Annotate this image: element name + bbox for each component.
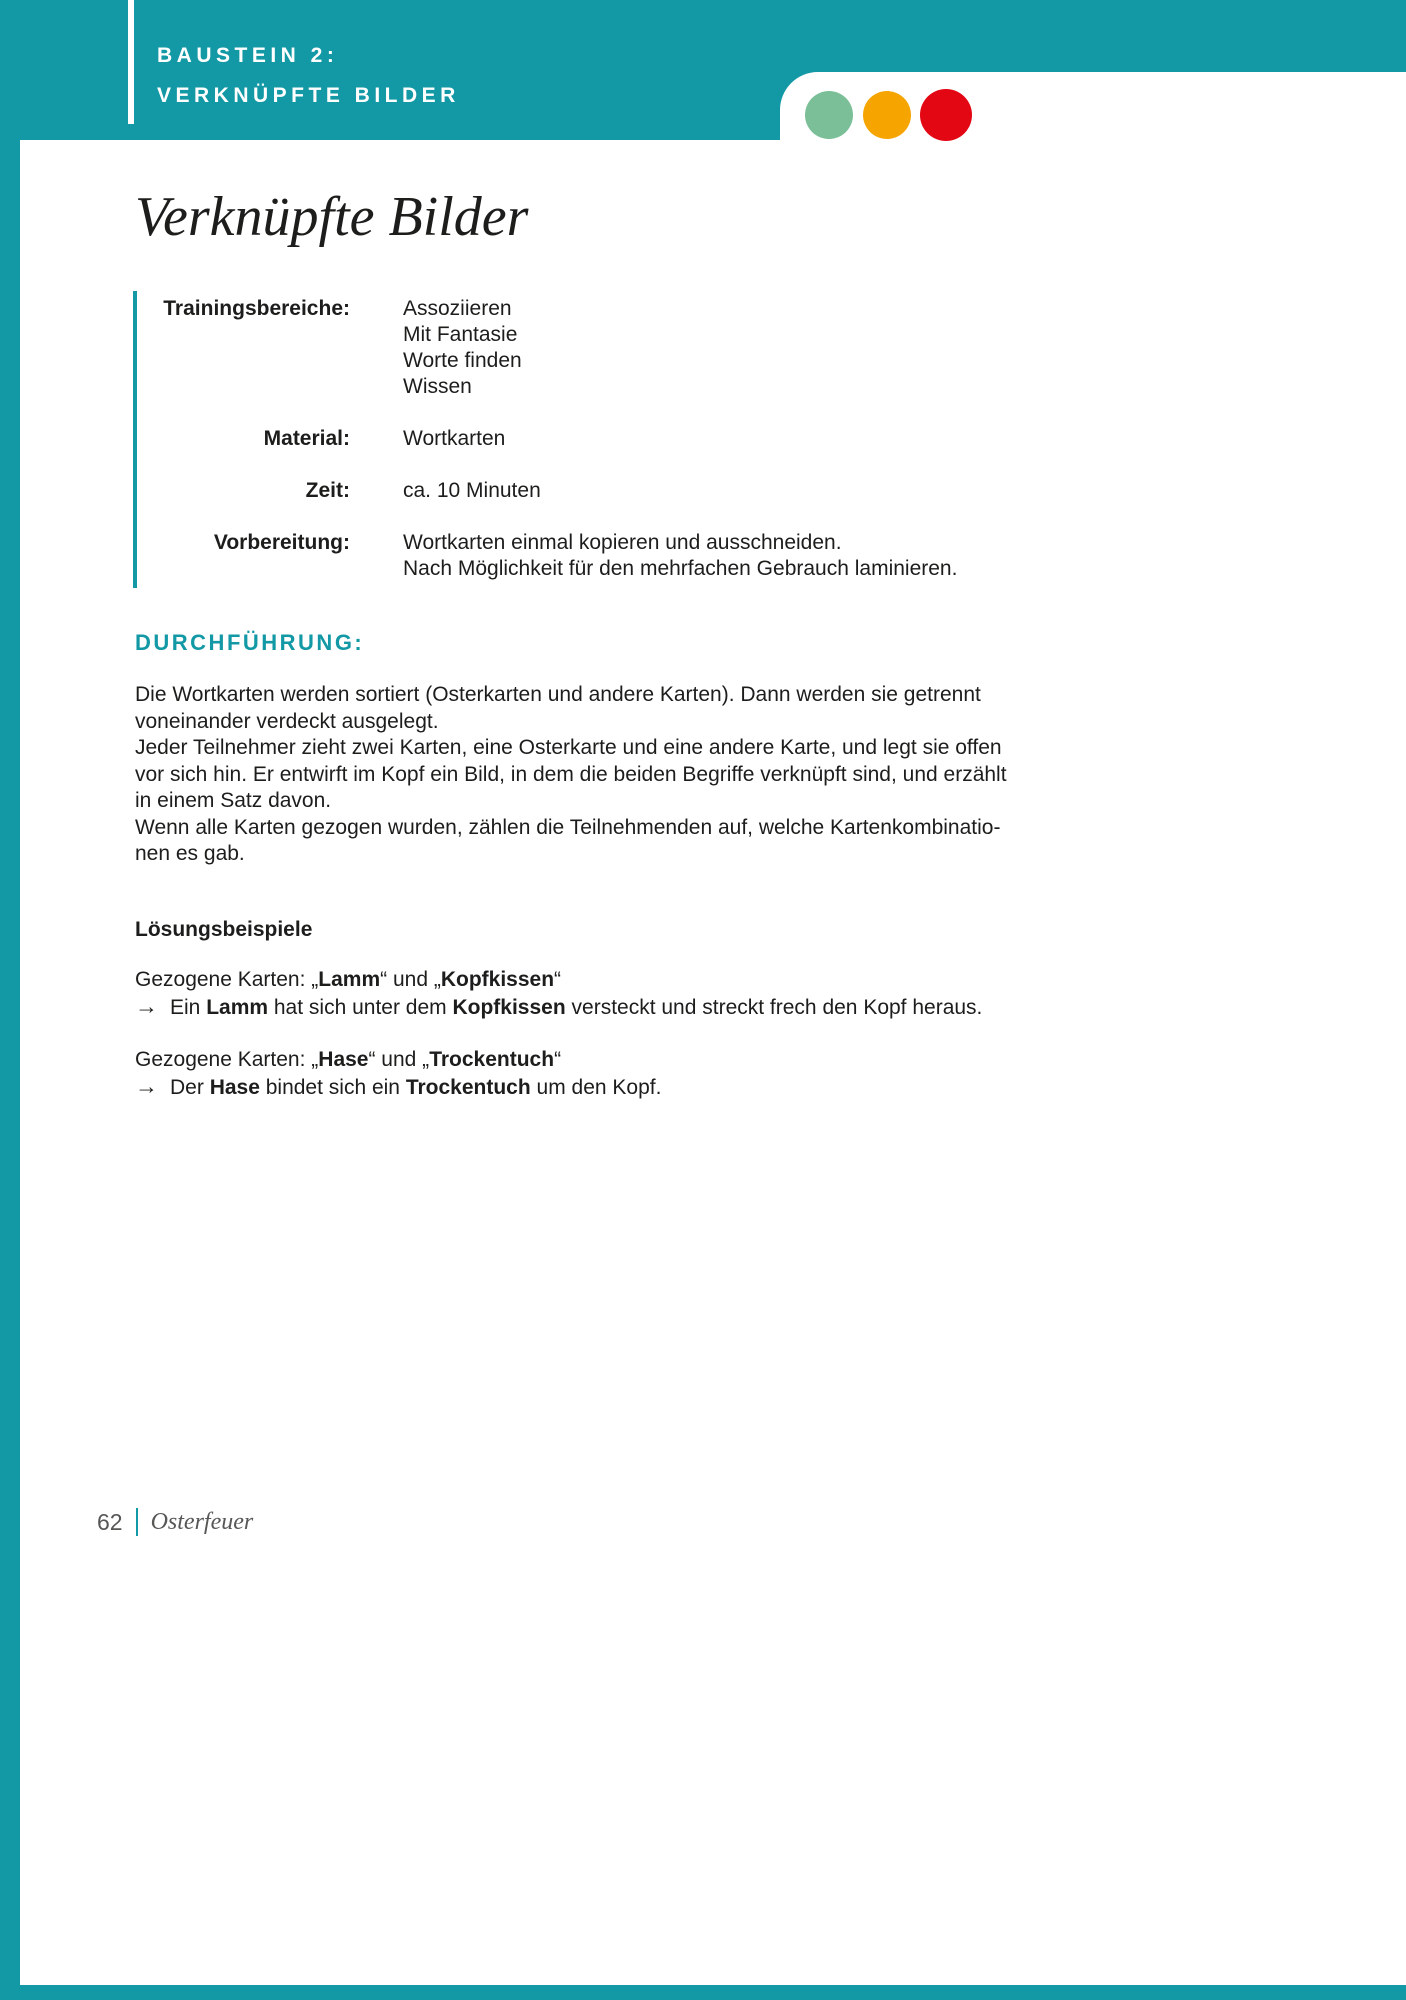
header-divider-line xyxy=(128,0,134,124)
example-2 xyxy=(135,1046,982,1101)
info-value-line: Mit Fantasie xyxy=(403,323,518,346)
info-label: Zeit: xyxy=(305,479,350,502)
info-value-line: Wissen xyxy=(403,375,472,398)
paragraph xyxy=(135,815,1007,868)
info-value-line: Worte finden xyxy=(403,349,522,372)
orange-dot-icon xyxy=(863,91,911,139)
example-sentence-row xyxy=(135,993,982,1021)
card-word: Hase xyxy=(209,1076,260,1099)
info-value-line: Wortkarten einmal kopieren und ausschneiden. xyxy=(403,531,842,554)
red-dot-icon xyxy=(920,89,972,141)
book-title: Osterfeuer xyxy=(150,1508,254,1535)
info-label: Material: xyxy=(263,427,350,450)
info-row-trainingsbereiche xyxy=(137,296,1073,400)
card-word: Trockentuch xyxy=(405,1076,531,1099)
card-word: Hase xyxy=(318,1048,369,1071)
info-value-line: Assoziieren xyxy=(403,297,512,320)
page-number: 62 xyxy=(97,1508,123,1535)
text-line: in einem Satz davon. xyxy=(135,789,332,812)
text-line: vor sich hin. Er entwirft im Kopf ein Bild, in dem die beiden Begriffe verknüpft sind, und erzählt xyxy=(135,762,1007,786)
chapter-header-line1: BAUSTEIN 2: xyxy=(157,44,339,67)
body-text xyxy=(135,682,1007,868)
text-segment: Ein xyxy=(170,996,207,1019)
info-value xyxy=(403,426,1073,452)
text-segment: “ xyxy=(554,1048,562,1071)
info-value-line: ca. 10 Minuten xyxy=(403,479,541,502)
info-row-zeit xyxy=(137,478,1073,504)
info-value-line: Nach Möglichkeit für den mehrfachen Gebrauch laminieren. xyxy=(403,557,958,580)
info-value-line: Wortkarten xyxy=(403,427,506,450)
arrow-icon: → xyxy=(135,993,158,1019)
page-title: Verknüpfte Bilder xyxy=(135,186,529,248)
examples-heading: Lösungsbeispiele xyxy=(135,918,313,941)
card-word: Lamm xyxy=(318,968,381,991)
footer-divider-line xyxy=(136,1508,138,1536)
text-segment: “ und „ xyxy=(380,968,441,991)
info-value xyxy=(403,478,1073,504)
info-label: Vorbereitung: xyxy=(213,531,350,554)
arrow-icon: → xyxy=(135,1073,158,1099)
example-sentence xyxy=(170,1074,661,1101)
text-line: nen es gab. xyxy=(135,842,245,865)
examples xyxy=(135,966,982,1126)
section-heading-durchfuehrung: DURCHFÜHRUNG: xyxy=(135,630,365,655)
bottom-edge-bar xyxy=(0,1985,1406,2000)
text-segment: bindet sich ein xyxy=(259,1076,406,1099)
text-line: Wenn alle Karten gezogen wurden, zählen die Teilnehmenden auf, welche Kartenkombinatio- xyxy=(135,815,1001,839)
left-edge-bar xyxy=(0,140,20,1985)
text-segment: Der xyxy=(170,1076,210,1099)
text-segment: versteckt und streckt frech den Kopf heraus. xyxy=(565,996,983,1019)
info-value xyxy=(403,530,1073,582)
text-line: Die Wortkarten werden sortiert (Osterkarten und andere Karten). Dann werden sie getrennt xyxy=(135,683,981,706)
text-line: voneinander verdeckt ausgelegt. xyxy=(135,709,439,733)
corner-card xyxy=(780,72,1406,202)
card-word: Trockentuch xyxy=(429,1048,555,1071)
card-word: Lamm xyxy=(206,996,269,1019)
green-dot-icon xyxy=(805,91,853,139)
text-segment: Gezogene Karten: „ xyxy=(135,968,319,991)
text-segment: “ und „ xyxy=(368,1048,430,1071)
text-segment: um den Kopf. xyxy=(530,1076,662,1099)
info-value xyxy=(403,296,1073,400)
text-segment: “ xyxy=(554,968,562,991)
text-segment: Gezogene Karten: „ xyxy=(135,1048,319,1071)
example-sentence xyxy=(170,994,982,1021)
example-drawn-cards xyxy=(135,966,982,993)
chapter-header xyxy=(157,36,460,116)
example-sentence-row xyxy=(135,1073,982,1101)
example-drawn-cards xyxy=(135,1046,982,1073)
text-line: Jeder Teilnehmer zieht zwei Karten, eine Osterkarte und eine andere Karte, und legt sie offen xyxy=(135,736,1002,759)
text-segment: hat sich unter dem xyxy=(268,996,453,1019)
card-word: Kopfkissen xyxy=(440,968,555,991)
paragraph xyxy=(135,682,1007,735)
page-footer xyxy=(97,1508,253,1536)
info-row-vorbereitung xyxy=(137,530,1073,582)
info-block xyxy=(133,291,1073,588)
paragraph xyxy=(135,735,1007,815)
card-word: Kopfkissen xyxy=(452,996,566,1019)
info-row-material xyxy=(137,426,1073,452)
chapter-header-line2: VERKNÜPFTE BILDER xyxy=(157,84,460,107)
example-1 xyxy=(135,966,982,1021)
info-label: Trainingsbereiche: xyxy=(163,297,350,320)
